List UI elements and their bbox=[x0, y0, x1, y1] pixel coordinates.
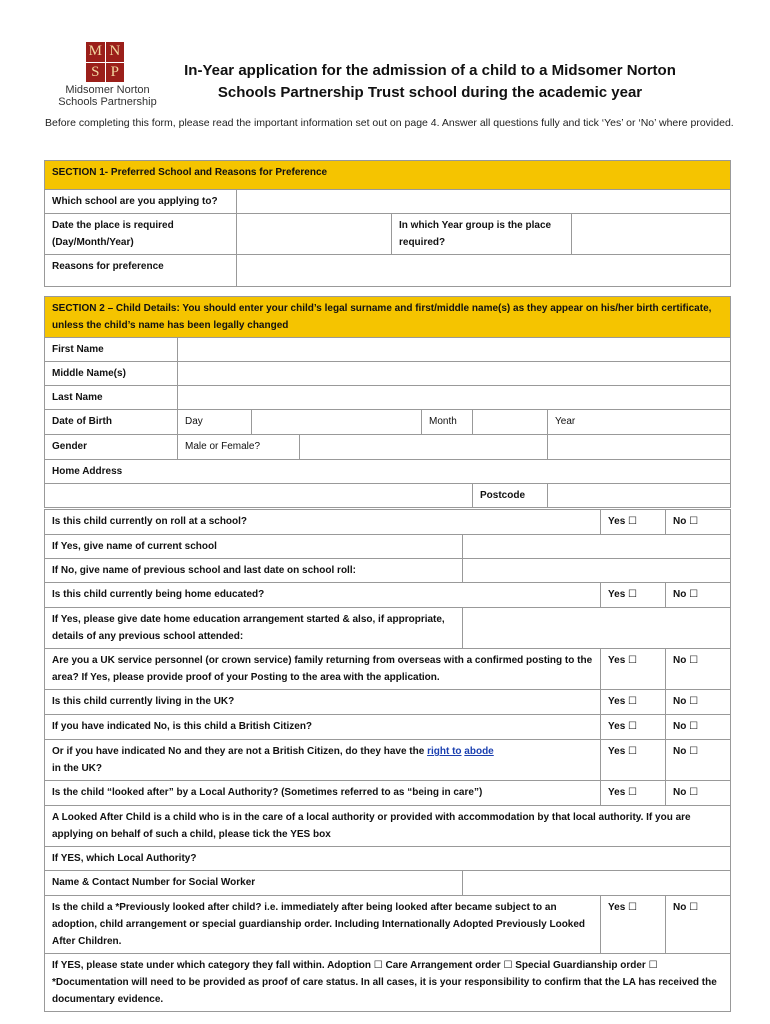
gender-label: Gender bbox=[45, 435, 178, 460]
postcode-field[interactable] bbox=[548, 484, 731, 508]
form-title bbox=[170, 60, 690, 104]
right-abode-yes[interactable]: Yes ☐ bbox=[601, 740, 666, 781]
logo-letter: N bbox=[106, 42, 125, 62]
care-category-text: If YES, please state under which category they fall within. Adoption ☐ Care Arrangement order ☐ Special Guardianship order ☐ *Documentation will need to be provided as proof of care status. In all cases, it is your responsibility to confirm that the LA has received the documentary evidence. bbox=[45, 954, 731, 1012]
section1-table bbox=[44, 160, 731, 287]
looked-after-no[interactable]: No ☐ bbox=[666, 781, 731, 806]
dob-day-label: Day bbox=[178, 410, 252, 435]
which-la-label: If YES, which Local Authority? bbox=[45, 847, 731, 871]
abode-link[interactable]: abode bbox=[464, 746, 494, 757]
prev-looked-after-question: Is the child a *Previously looked after child? i.e. immediately after being looked after became subject to an adoption, child arrangement or special guardianship order. Including Internationally Adopted Previously Looked After Children. bbox=[45, 896, 601, 954]
home-educated-no[interactable]: No ☐ bbox=[666, 583, 731, 608]
current-school-label: If Yes, give name of current school bbox=[45, 535, 463, 559]
title-line: Schools Partnership Trust school during the academic year bbox=[217, 84, 643, 101]
last-name-label: Last Name bbox=[45, 386, 178, 410]
dob-year-label: Year bbox=[555, 416, 576, 427]
prev-looked-after-no[interactable]: No ☐ bbox=[666, 896, 731, 954]
middle-name-label: Middle Name(s) bbox=[45, 362, 178, 386]
year-group-field[interactable] bbox=[572, 214, 731, 255]
british-citizen-question: If you have indicated No, is this child a British Citizen? bbox=[45, 715, 601, 740]
dob-month-label: Month bbox=[422, 410, 473, 435]
living-uk-no[interactable]: No ☐ bbox=[666, 690, 731, 715]
which-school-field[interactable] bbox=[237, 190, 731, 214]
first-name-field[interactable] bbox=[178, 338, 731, 362]
title-line: In-Year application for the admission of a child to a Midsomer Norton bbox=[184, 62, 676, 79]
section2-table bbox=[44, 296, 731, 508]
date-required-label: Date the place is required (Day/Month/Year) bbox=[45, 214, 237, 255]
section1-heading: SECTION 1- Preferred School and Reasons for Preference bbox=[45, 161, 731, 190]
gender-field[interactable] bbox=[300, 435, 548, 460]
uk-service-question: Are you a UK service personnel (or crown service) family returning from overseas with a confirmed posting to the area? If Yes, please provide proof of your Posting to the area with the application. bbox=[45, 649, 601, 690]
which-school-label: Which school are you applying to? bbox=[45, 190, 237, 214]
mnsp-logo bbox=[50, 42, 165, 112]
address-field[interactable] bbox=[45, 484, 473, 508]
right-abode-text-end: in the UK? bbox=[52, 763, 102, 774]
social-worker-label: Name & Contact Number for Social Worker bbox=[45, 871, 463, 896]
uk-service-no[interactable]: No ☐ bbox=[666, 649, 731, 690]
home-address-label: Home Address bbox=[45, 460, 731, 484]
uk-service-yes[interactable]: Yes ☐ bbox=[601, 649, 666, 690]
on-roll-question: Is this child currently on roll at a school? bbox=[45, 510, 601, 535]
intro-text: Before completing this form, please read the important information set out on page 4. Answer all questions fully and tick ‘Yes’ or ‘No’ where provided. bbox=[45, 117, 734, 129]
previous-school-label: If No, give name of previous school and last date on school roll: bbox=[45, 559, 463, 583]
home-ed-date-label: If Yes, please give date home education arrangement started & also, if appropriate, details of any previous school attended: bbox=[45, 608, 463, 649]
year-group-label: In which Year group is the place required? bbox=[392, 214, 572, 255]
gender-question: Male or Female? bbox=[178, 435, 300, 460]
logo-line: Schools Partnership bbox=[58, 96, 157, 108]
prev-looked-after-yes[interactable]: Yes ☐ bbox=[601, 896, 666, 954]
date-required-field[interactable] bbox=[237, 214, 392, 255]
living-uk-question: Is this child currently living in the UK? bbox=[45, 690, 601, 715]
social-worker-field[interactable] bbox=[463, 871, 731, 896]
current-school-field[interactable] bbox=[463, 535, 731, 559]
section2-heading: SECTION 2 – Child Details: You should enter your child’s legal surname and first/middle name(s) as they appear on his/her birth certificate, unless the child’s name has been legally changed bbox=[45, 297, 731, 338]
right-abode-text: Or if you have indicated No and they are not a British Citizen, do they have the bbox=[52, 746, 428, 757]
on-roll-no[interactable]: No ☐ bbox=[666, 510, 731, 535]
questions-table bbox=[44, 509, 731, 1012]
logo-mark bbox=[86, 42, 124, 82]
logo-text bbox=[50, 84, 165, 108]
right-abode-no[interactable]: No ☐ bbox=[666, 740, 731, 781]
home-educated-question: Is this child currently being home educated? bbox=[45, 583, 601, 608]
dob-label: Date of Birth bbox=[45, 410, 178, 435]
logo-letter: S bbox=[86, 63, 105, 83]
living-uk-yes[interactable]: Yes ☐ bbox=[601, 690, 666, 715]
previous-school-field[interactable] bbox=[463, 559, 731, 583]
looked-after-yes[interactable]: Yes ☐ bbox=[601, 781, 666, 806]
looked-after-question: Is the child “looked after” by a Local Authority? (Sometimes referred to as “being in care”) bbox=[45, 781, 601, 806]
dob-day-field[interactable] bbox=[252, 410, 422, 435]
british-citizen-yes[interactable]: Yes ☐ bbox=[601, 715, 666, 740]
gender-extra-field[interactable] bbox=[548, 435, 731, 460]
reasons-label: Reasons for preference bbox=[45, 255, 237, 287]
logo-letter: P bbox=[106, 63, 125, 83]
first-name-label: First Name bbox=[45, 338, 178, 362]
logo-letter: M bbox=[86, 42, 105, 62]
right-to-link[interactable]: right to bbox=[427, 746, 462, 757]
home-educated-yes[interactable]: Yes ☐ bbox=[601, 583, 666, 608]
middle-name-field[interactable] bbox=[178, 362, 731, 386]
right-abode-question bbox=[45, 740, 601, 781]
reasons-field[interactable] bbox=[237, 255, 731, 287]
last-name-field[interactable] bbox=[178, 386, 731, 410]
british-citizen-no[interactable]: No ☐ bbox=[666, 715, 731, 740]
dob-year-field[interactable] bbox=[548, 410, 731, 435]
lac-info: A Looked After Child is a child who is in the care of a local authority or provided with accommodation by that local authority. If you are applying on behalf of such a child, please tick the YES box bbox=[45, 806, 731, 847]
logo-line: Midsomer Norton bbox=[65, 84, 150, 96]
on-roll-yes[interactable]: Yes ☐ bbox=[601, 510, 666, 535]
postcode-label: Postcode bbox=[473, 484, 548, 508]
home-ed-date-field[interactable] bbox=[463, 608, 731, 649]
dob-month-field[interactable] bbox=[473, 410, 548, 435]
